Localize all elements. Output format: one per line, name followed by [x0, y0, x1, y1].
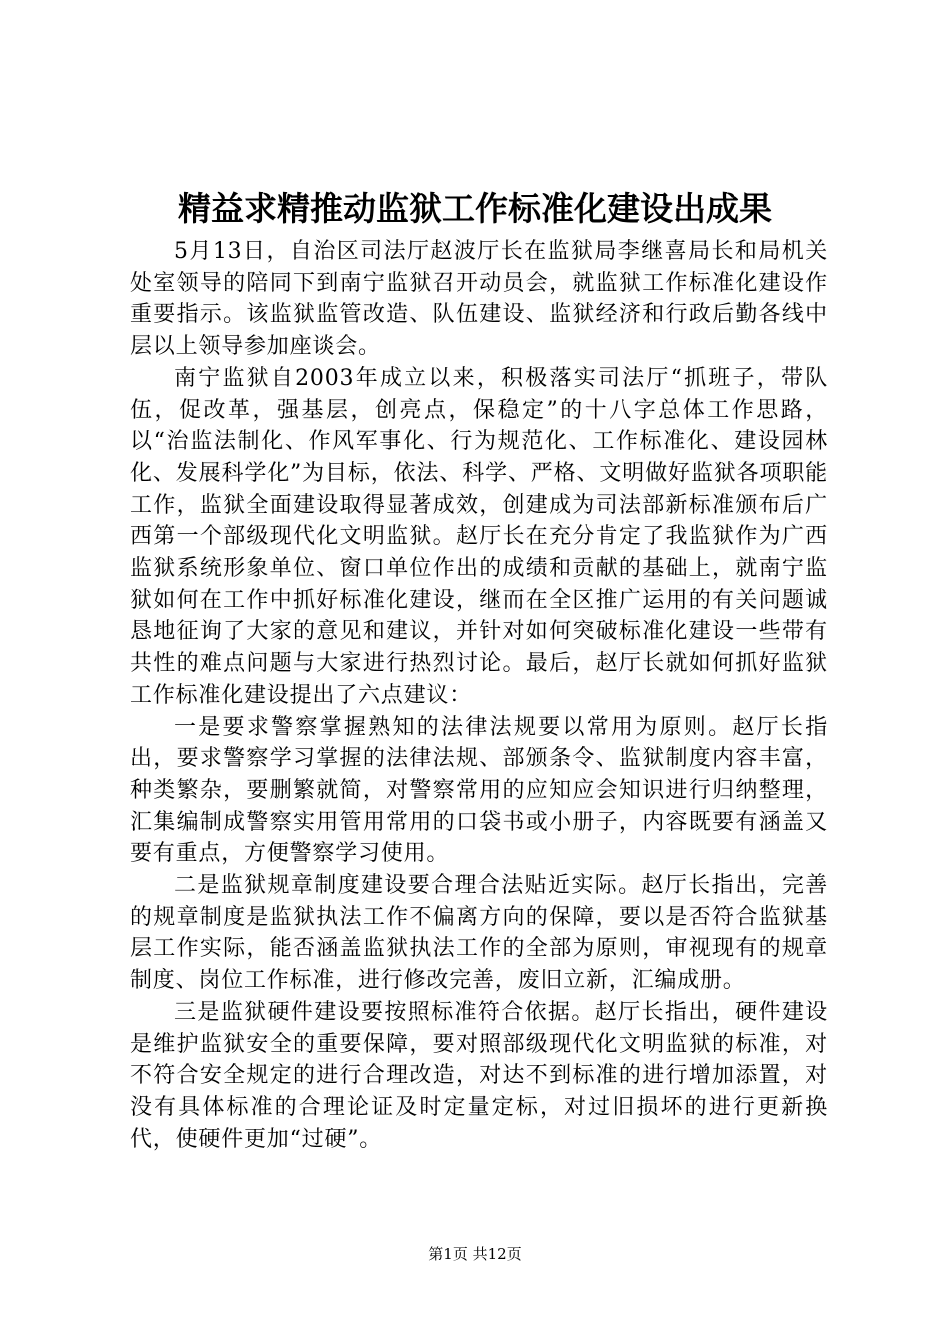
paragraph-1: 5月13日，自治区司法厅赵波厅长在监狱局李继喜局长和局机关处室领导的陪同下到南宁监狱召开动员会，就监狱工作标准化建设作重要指示。该监狱监管改造、队伍建设、监狱经济和行政后勤各线中层以上领导参加座谈会。 [130, 239, 828, 360]
paragraph-5: 三是监狱硬件建设要按照标准符合依据。赵厅长指出，硬件建设是维护监狱安全的重要保障，要对照部级现代化文明监狱的标准，对不符合安全规定的进行合理改造，对达不到标准的进行增加添置，对没有具体标准的合理论证及时定量定标，对过旧损坏的进行更新换代，使硬件更加“过硬”。 [130, 999, 828, 1152]
document-body [130, 236, 828, 1155]
paragraph-4: 二是监狱规章制度建设要合理合法贴近实际。赵厅长指出，完善的规章制度是监狱执法工作不偏离方向的保障，要以是否符合监狱基层工作实际，能否涵盖监狱执法工作的全部为原则，审视现有的规章制度、岗位工作标准，进行修改完善，废旧立新，汇编成册。 [130, 873, 828, 994]
paragraph-2: 南宁监狱自2003年成立以来，积极落实司法厅“抓班子，带队伍，促改革，强基层，创亮点，保稳定”的十八字总体工作思路，以“治监法制化、作风军事化、行为规范化、工作标准化、建设园林化、发展科学化”为目标，依法、科学、严格、文明做好监狱各项职能工作，监狱全面建设取得显著成效，创建成为司法部新标准颁布后广西第一个部级现代化文明监狱。赵厅长在充分肯定了我监狱作为广西监狱系统形象单位、窗口单位作出的成绩和贡献的基础上，就南宁监狱如何在工作中抓好标准化建设，继而在全区推广运用的有关问题诚恳地征询了大家的意见和建议，并针对如何突破标准化建设一些带有共性的难点问题与大家进行热烈讨论。最后，赵厅长就如何抓好监狱工作标准化建设提出了六点建议： [130, 365, 828, 708]
paragraph-3: 一是要求警察掌握熟知的法律法规要以常用为原则。赵厅长指出，要求警察学习掌握的法律法规、部颁条令、监狱制度内容丰富，种类繁杂，要删繁就简，对警察常用的应知应会知识进行归纳整理，汇集编制成警察实用管用常用的口袋书或小册子，内容既要有涵盖又要有重点，方便警察学习使用。 [130, 714, 828, 867]
document-title: 精益求精推动监狱工作标准化建设出成果 [178, 189, 772, 228]
page-number-footer: 第1页 共12页 [428, 1245, 522, 1263]
